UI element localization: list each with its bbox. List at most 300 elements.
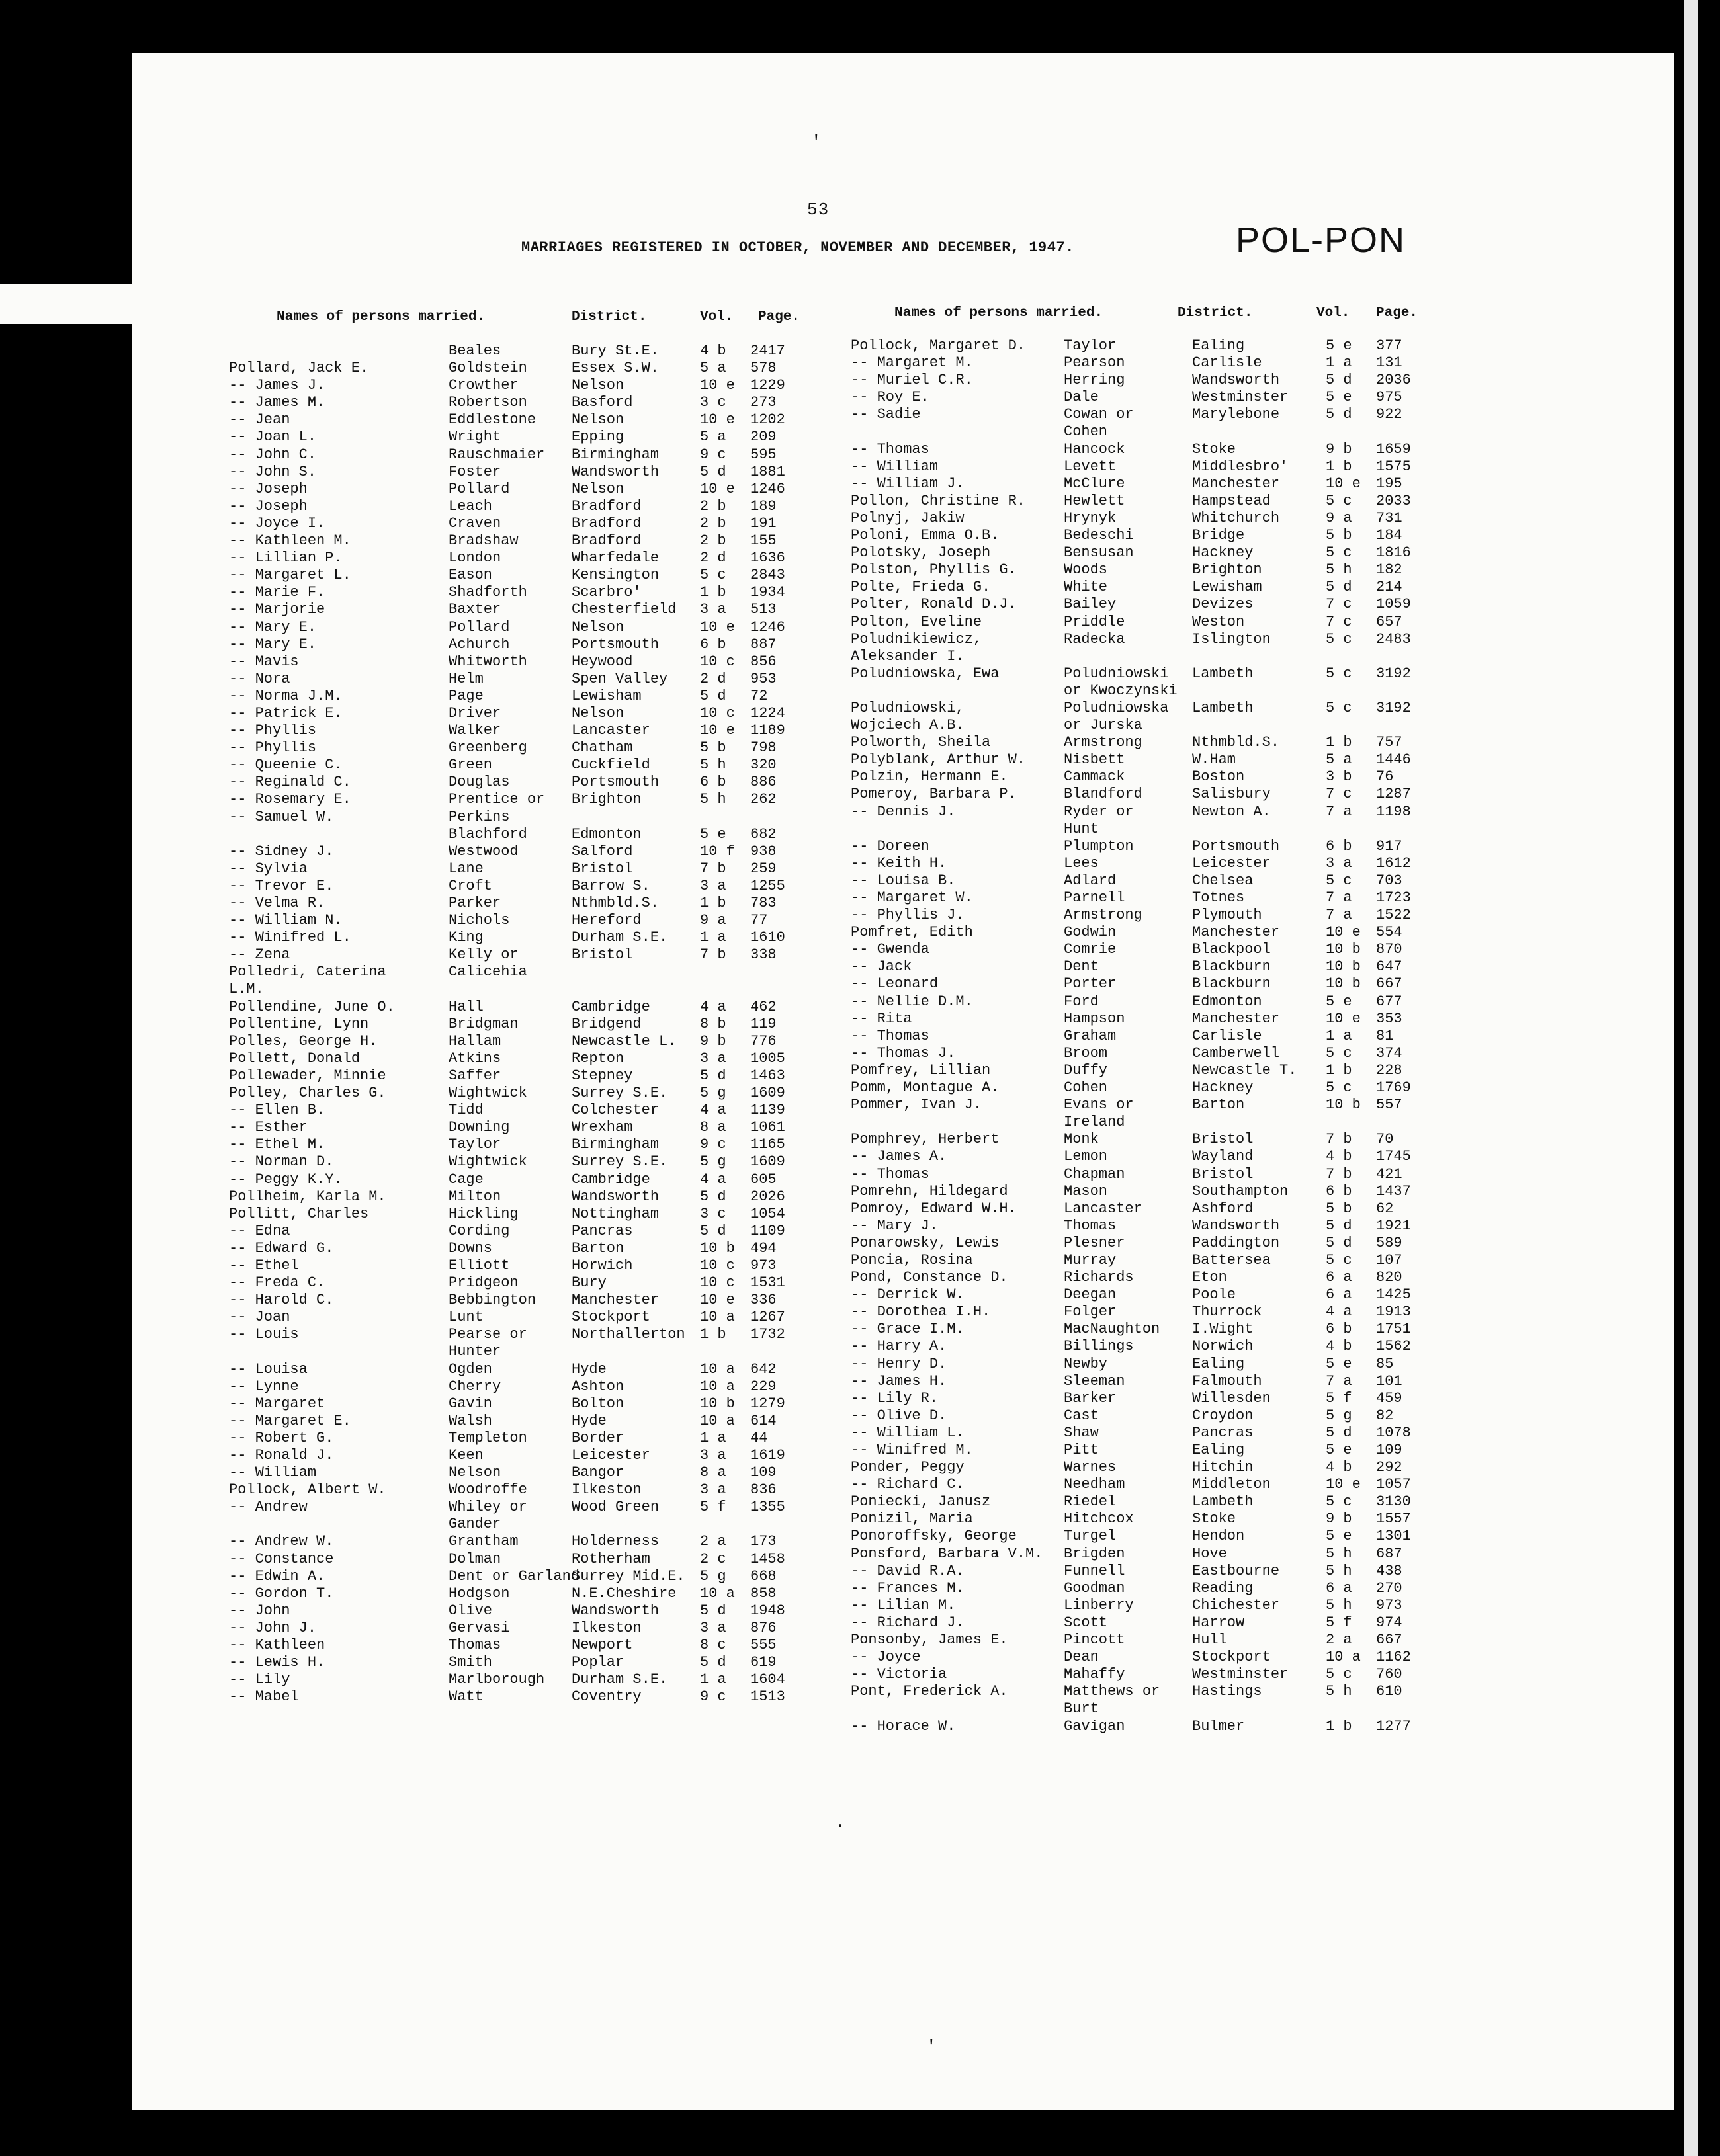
entry-district: Bolton [572, 1395, 624, 1412]
register-entry [225, 584, 953, 601]
entry-volume: 4 a [1326, 1304, 1352, 1321]
entry-page: 3130 [1376, 1493, 1411, 1511]
entry-page: 77 [750, 912, 768, 929]
entry-volume: 5 a [700, 429, 726, 446]
entry-page: 757 [1376, 734, 1402, 751]
entry-volume: 9 a [700, 912, 726, 929]
entry-page: 438 [1376, 1562, 1402, 1579]
entry-name: -- Ellen B. [229, 1102, 325, 1119]
entry-name: -- Lewis H. [229, 1654, 325, 1671]
entry-volume: 4 a [700, 1102, 726, 1119]
register-entry [847, 1718, 1574, 1735]
entry-page: 273 [750, 394, 777, 411]
entry-name: -- William J. [851, 475, 965, 492]
entry-volume: 5 c [1326, 872, 1352, 889]
entry-name: -- Margaret E. [229, 1412, 351, 1429]
entry-volume: 5 c [1326, 1251, 1352, 1268]
entry-name: -- Phyllis [229, 739, 317, 757]
register-entry [847, 1028, 1574, 1045]
entry-page: 1522 [1376, 907, 1411, 924]
entry-volume: 5 e [1326, 389, 1352, 406]
register-entry [225, 946, 953, 964]
entry-volume: 5 c [1326, 544, 1352, 561]
entry-district: Bradford [572, 497, 642, 515]
entry-name: -- Robert G. [229, 1429, 334, 1446]
entry-spouse: Pollard [449, 618, 510, 636]
entry-name: Pollewader, Minnie [229, 1067, 386, 1084]
register-entry [225, 1119, 953, 1136]
entry-name: -- Joan L. [229, 429, 317, 446]
register-entry [847, 941, 1574, 958]
entry-district: Boston [1192, 768, 1245, 786]
entry-name: -- Sidney J. [229, 843, 334, 860]
entry-district: Basford [572, 394, 633, 411]
register-entry [225, 1430, 953, 1447]
entry-page: 338 [750, 946, 777, 964]
entry-spouse: Levett [1064, 458, 1117, 475]
entry-volume: 9 c [700, 1688, 726, 1706]
entry-page: 1437 [1376, 1182, 1411, 1200]
entry-spouse: Nichols [449, 912, 510, 929]
entry-name: -- Thomas [851, 440, 929, 458]
entry-district: Portsmouth [572, 636, 660, 653]
entry-district: Wandsworth [572, 463, 660, 480]
register-entry [225, 688, 953, 705]
entry-name: -- Louisa B. [851, 872, 956, 889]
entry-page: 776 [750, 1032, 777, 1050]
entry-spouse: Riedel [1064, 1493, 1117, 1511]
entry-district: Totnes [1192, 890, 1245, 906]
entry-page: 2843 [750, 567, 785, 584]
entry-volume: 5 h [1326, 1596, 1352, 1614]
register-entry [225, 1102, 953, 1119]
entry-name: -- Edwin A. [229, 1567, 325, 1585]
entry-page: 119 [750, 1015, 777, 1032]
register-entry [847, 1614, 1574, 1632]
entry-spouse: Graham [1064, 1027, 1117, 1044]
entry-volume: 3 a [700, 1447, 726, 1464]
entry-page: 44 [750, 1429, 768, 1446]
register-entry [847, 1666, 1574, 1683]
entry-district: Manchester [1192, 475, 1280, 492]
entry-district: Wandsworth [1192, 1217, 1280, 1234]
entry-name: Polte, Frieda G. [851, 579, 991, 596]
entry-spouse: Porter [1064, 975, 1117, 993]
register-entry [847, 1218, 1574, 1235]
right-names-header: Names of persons married. [894, 306, 1103, 321]
entry-volume: 1 b [1326, 734, 1352, 751]
entry-page: 917 [1376, 837, 1402, 854]
entry-page: 703 [1376, 872, 1402, 889]
entry-name: Wojciech A.B. [851, 717, 965, 734]
entry-spouse: King [449, 929, 484, 946]
entry-spouse: Richards [1064, 1269, 1134, 1286]
entry-volume: 5 d [1326, 579, 1352, 596]
entry-name: Pollheim, Karla M. [229, 1188, 386, 1205]
entry-district: Barrow S. [572, 877, 650, 894]
entry-page: 262 [750, 791, 777, 808]
register-entry [225, 360, 953, 377]
entry-district: Hyde [572, 1412, 607, 1429]
entry-spouse: Woodroffe [449, 1481, 527, 1499]
entry-volume: 7 a [1326, 803, 1352, 820]
entry-page: 1054 [750, 1205, 785, 1222]
entry-district: Bury [572, 1274, 607, 1292]
register-entry [225, 1602, 953, 1620]
entry-page: 1224 [750, 704, 785, 722]
entry-district: Manchester [572, 1292, 660, 1309]
entry-spouse: Bailey [1064, 596, 1117, 613]
entry-name: Poludniowska, Ewa [851, 665, 1000, 682]
entry-district: Heywood [572, 653, 633, 670]
register-entry [847, 924, 1574, 941]
register-entry [225, 774, 953, 791]
entry-spouse: Saffer [449, 1067, 501, 1084]
register-entry [225, 1223, 953, 1240]
entry-spouse: Cage [449, 1171, 484, 1188]
entry-spouse: MacNaughton [1064, 1321, 1160, 1338]
register-entry [225, 1688, 953, 1706]
entry-page: 973 [1376, 1596, 1402, 1614]
entry-spouse: Blachford [449, 825, 527, 843]
entry-name: -- Lynne [229, 1378, 299, 1395]
entry-page: 1229 [750, 377, 785, 394]
entry-volume: 1 a [700, 1671, 726, 1688]
register-entry [225, 1533, 953, 1550]
entry-volume: 9 c [700, 1136, 726, 1153]
entry-spouse: Baxter [449, 601, 501, 618]
entry-page: 462 [750, 998, 777, 1015]
entry-spouse: Leach [449, 497, 493, 515]
register-entry [847, 1493, 1574, 1511]
entry-district: Cuckfield [572, 757, 650, 774]
entry-district: Bangor [572, 1464, 624, 1481]
entry-volume: 6 b [700, 636, 726, 653]
entry-spouse: Billings [1064, 1338, 1134, 1355]
entry-page: 1557 [1376, 1511, 1411, 1528]
entry-volume: 3 a [700, 877, 726, 894]
entry-spouse: Keen [449, 1447, 484, 1464]
register-entry [225, 791, 953, 808]
entry-district: Nthmbld.S. [1192, 734, 1280, 751]
entry-page: 1301 [1376, 1528, 1411, 1545]
entry-page: 2483 [1376, 630, 1411, 647]
register-entry [847, 1511, 1574, 1528]
entry-name: -- Norma J.M. [229, 687, 343, 704]
entry-name: Pollock, Albert W. [229, 1481, 386, 1499]
entry-spouse: Pridgeon [449, 1274, 519, 1292]
entry-page: 82 [1376, 1407, 1394, 1424]
entry-name: Polyblank, Arthur W. [851, 751, 1026, 768]
entry-volume: 5 d [700, 1188, 726, 1205]
entry-volume: 5 a [700, 360, 726, 377]
entry-name: -- Dennis J. [851, 803, 956, 820]
entry-spouse: Warnes [1064, 1459, 1117, 1476]
entry-spouse: Linberry [1064, 1596, 1134, 1614]
entry-name: Poncia, Rosina [851, 1251, 973, 1268]
entry-name: -- Nora [229, 670, 290, 687]
entry-page: 1198 [1376, 803, 1411, 820]
entry-name: -- Winifred M. [851, 1442, 973, 1458]
entry-name: -- Margaret L. [229, 567, 351, 584]
entry-page: 1610 [750, 929, 785, 946]
entry-volume: 7 b [700, 946, 726, 964]
entry-volume: 1 b [700, 1326, 726, 1343]
entry-name: -- Harold C. [229, 1292, 334, 1309]
entry-spouse: Turgel [1064, 1528, 1117, 1545]
entry-volume: 5 d [1326, 1217, 1352, 1234]
entry-volume: 5 g [700, 1085, 726, 1102]
entry-spouse: Pitt [1064, 1442, 1099, 1458]
entry-name: -- Edward G. [229, 1239, 334, 1257]
entry-page: 1005 [750, 1050, 785, 1067]
register-entry [225, 843, 953, 860]
register-entry [847, 1166, 1574, 1183]
stray-mark: . [835, 1812, 845, 1832]
entry-spouse: Newby [1064, 1355, 1108, 1372]
entry-volume: 5 e [1326, 1442, 1352, 1458]
register-entry [847, 648, 1574, 665]
entry-spouse: Hunt [1064, 820, 1099, 837]
entry-page: 1513 [750, 1688, 785, 1706]
entry-spouse: Cohen [1064, 423, 1108, 440]
entry-name: Pomfrey, Lillian [851, 1061, 991, 1079]
entry-page: 1287 [1376, 786, 1411, 803]
right-vol-header: Vol. [1316, 306, 1350, 321]
entry-spouse: Rauschmaier [449, 446, 545, 463]
entry-volume: 10 e [700, 618, 735, 636]
entry-volume: 5 g [700, 1153, 726, 1171]
register-entry [847, 441, 1574, 458]
entry-name: -- Lillian P. [229, 550, 343, 567]
entry-spouse: Downing [449, 1119, 510, 1136]
entry-district: Repton [572, 1050, 624, 1067]
entry-page: 657 [1376, 613, 1402, 630]
entry-district: Epping [572, 429, 624, 446]
entry-page: 1562 [1376, 1338, 1411, 1355]
register-entry [847, 1114, 1574, 1131]
entry-page: 1612 [1376, 854, 1411, 872]
register-entry [225, 1274, 953, 1292]
entry-district: Newton A. [1192, 803, 1271, 820]
entry-volume: 4 b [700, 343, 726, 359]
entry-district: Middlesbro' [1192, 458, 1289, 475]
entry-volume: 10 a [700, 1309, 735, 1326]
register-entry [847, 389, 1574, 406]
left-page-header: Page. [758, 310, 800, 325]
entry-name: -- Constance [229, 1550, 334, 1567]
entry-name: -- Phyllis [229, 722, 317, 739]
entry-district: Chelsea [1192, 872, 1254, 889]
entry-page: 3192 [1376, 665, 1411, 682]
entry-volume: 10 c [700, 1257, 735, 1274]
entry-volume: 2 b [700, 515, 726, 532]
entry-district: Ealing [1192, 1355, 1245, 1372]
entry-spouse: Whiley or [449, 1499, 527, 1516]
entry-district: Bristol [572, 946, 633, 964]
entry-volume: 6 b [1326, 1182, 1352, 1200]
entry-name: Poludniowski, [851, 699, 965, 716]
entry-spouse: Bridgman [449, 1015, 519, 1032]
entry-name: -- James A. [851, 1148, 947, 1165]
entry-name: -- Mary E. [229, 636, 317, 653]
entry-page: 62 [1376, 1200, 1394, 1217]
entry-volume: 7 a [1326, 890, 1352, 906]
entry-district: Lambeth [1192, 665, 1254, 682]
entry-district: Southampton [1192, 1182, 1289, 1200]
entry-page: 1531 [750, 1274, 785, 1292]
entry-name: -- Louisa [229, 1360, 308, 1378]
entry-page: 1948 [750, 1602, 785, 1619]
entry-name: Polton, Eveline [851, 613, 982, 630]
entry-name: -- Thomas [851, 1027, 929, 1044]
entry-district: Weston [1192, 613, 1245, 630]
entry-district: Camberwell [1192, 1044, 1280, 1061]
entry-district: Surrey S.E. [572, 1085, 668, 1102]
entry-page: 1745 [1376, 1148, 1411, 1165]
register-entry [847, 596, 1574, 613]
entry-volume: 5 h [1326, 1562, 1352, 1579]
register-entry [225, 1171, 953, 1188]
entry-district: Eton [1192, 1269, 1227, 1286]
entry-page: 1202 [750, 411, 785, 429]
entry-page: 107 [1376, 1251, 1402, 1268]
register-entry [225, 377, 953, 394]
entry-volume: 5 c [1326, 1044, 1352, 1061]
entry-volume: 10 a [700, 1360, 735, 1378]
entry-district: Stockport [1192, 1649, 1271, 1666]
entry-page: 922 [1376, 406, 1402, 423]
entry-district: Hove [1192, 1545, 1227, 1562]
entry-volume: 5 g [700, 1567, 726, 1585]
entry-name: Polter, Ronald D.J. [851, 596, 1017, 613]
entry-page: 731 [1376, 509, 1402, 526]
entry-district: Chatham [572, 739, 633, 757]
entry-district: Blackburn [1192, 975, 1271, 993]
entry-page: 886 [750, 774, 777, 791]
entry-page: 336 [750, 1292, 777, 1309]
entry-volume: 1 b [1326, 458, 1352, 475]
entry-spouse: White [1064, 579, 1108, 596]
entry-page: 191 [750, 515, 777, 532]
entry-spouse: Chapman [1064, 1165, 1125, 1182]
entry-district: Newcastle L. [572, 1032, 677, 1050]
entry-page: 1061 [750, 1119, 785, 1136]
entry-district: Islington [1192, 630, 1271, 647]
entry-page: 1109 [750, 1222, 785, 1239]
entry-page: 1139 [750, 1102, 785, 1119]
entry-name: Ponarowsky, Lewis [851, 1234, 1000, 1251]
entry-district: Willesden [1192, 1389, 1271, 1407]
entry-name: -- Sylvia [229, 860, 308, 877]
entry-spouse: Thomas [449, 1637, 501, 1654]
register-entry [847, 458, 1574, 476]
entry-district: Nelson [572, 618, 624, 636]
entry-page: 677 [1376, 993, 1402, 1010]
register-entry [225, 1551, 953, 1568]
entry-volume: 10 b [1326, 1097, 1361, 1114]
entry-district: Bridgend [572, 1015, 642, 1032]
entry-district: Essex S.W. [572, 360, 660, 377]
entry-volume: 6 a [1326, 1269, 1352, 1286]
entry-page: 1246 [750, 480, 785, 497]
entry-district: Scarbro' [572, 584, 642, 601]
entry-page: 595 [750, 446, 777, 463]
entry-district: Chesterfield [572, 601, 677, 618]
entry-spouse: Cherry [449, 1378, 501, 1395]
entry-name: Pollitt, Charles [229, 1205, 369, 1222]
entry-district: Middleton [1192, 1476, 1271, 1493]
entry-volume: 2 c [700, 1550, 726, 1567]
entry-spouse: Cast [1064, 1407, 1099, 1424]
entry-name: Pollock, Margaret D. [851, 337, 1026, 354]
entry-volume: 9 c [700, 446, 726, 463]
entry-spouse: Funnell [1064, 1562, 1125, 1579]
register-entry [225, 1240, 953, 1257]
entry-volume: 5 c [1326, 699, 1352, 716]
entry-name: -- Margaret W. [851, 890, 973, 906]
entry-page: 189 [750, 497, 777, 515]
entry-volume: 5 h [1326, 561, 1352, 579]
entry-volume: 7 a [1326, 1372, 1352, 1389]
entry-volume: 2 b [700, 497, 726, 515]
entry-volume: 10 b [700, 1239, 735, 1257]
page-title: MARRIAGES REGISTERED IN OCTOBER, NOVEMBER AND DECEMBER, 1947. [521, 239, 1074, 256]
entry-page: 555 [750, 1637, 777, 1654]
entry-district: Surrey Mid.E. [572, 1567, 685, 1585]
entry-volume: 5 c [1326, 492, 1352, 509]
entry-page: 668 [750, 1567, 777, 1585]
entry-spouse: Gander [449, 1516, 501, 1533]
entry-spouse: Lane [449, 860, 484, 877]
entry-spouse: Hodgson [449, 1585, 510, 1602]
entry-volume: 8 c [700, 1637, 726, 1654]
register-entry [225, 964, 953, 981]
entry-spouse: Dean [1064, 1649, 1099, 1666]
entry-district: Battersea [1192, 1251, 1271, 1268]
register-entry [847, 1200, 1574, 1218]
entry-spouse: Parnell [1064, 890, 1125, 906]
register-entry [847, 993, 1574, 1011]
entry-district: Westminster [1192, 389, 1289, 406]
entry-volume: 7 b [1326, 1165, 1352, 1182]
entry-spouse: Matthews or [1064, 1683, 1160, 1700]
entry-name: Polnyj, Jakiw [851, 509, 965, 526]
entry-district: Hereford [572, 912, 642, 929]
entry-spouse: Green [449, 757, 493, 774]
entry-district: Portsmouth [1192, 837, 1280, 854]
entry-volume: 4 b [1326, 1338, 1352, 1355]
register-entry [847, 1356, 1574, 1373]
entry-district: Chichester [1192, 1596, 1280, 1614]
register-entry [847, 1528, 1574, 1545]
entry-district: Carlisle [1192, 1027, 1262, 1044]
entry-district: Nthmbld.S. [572, 895, 660, 911]
entry-volume: 3 a [700, 1050, 726, 1067]
register-entry [225, 1620, 953, 1637]
entry-name: -- Kathleen [229, 1637, 325, 1654]
entry-spouse: Pollard [449, 480, 510, 497]
entry-district: Nelson [572, 704, 624, 722]
entry-name: -- Edna [229, 1222, 290, 1239]
entry-page: 459 [1376, 1389, 1402, 1407]
register-entry [847, 1407, 1574, 1425]
entry-page: 642 [750, 1360, 777, 1378]
entry-volume: 5 d [1326, 1234, 1352, 1251]
entry-name: Pollard, Jack E. [229, 360, 369, 377]
entry-volume: 10 e [700, 1292, 735, 1309]
register-entry [847, 1632, 1574, 1649]
